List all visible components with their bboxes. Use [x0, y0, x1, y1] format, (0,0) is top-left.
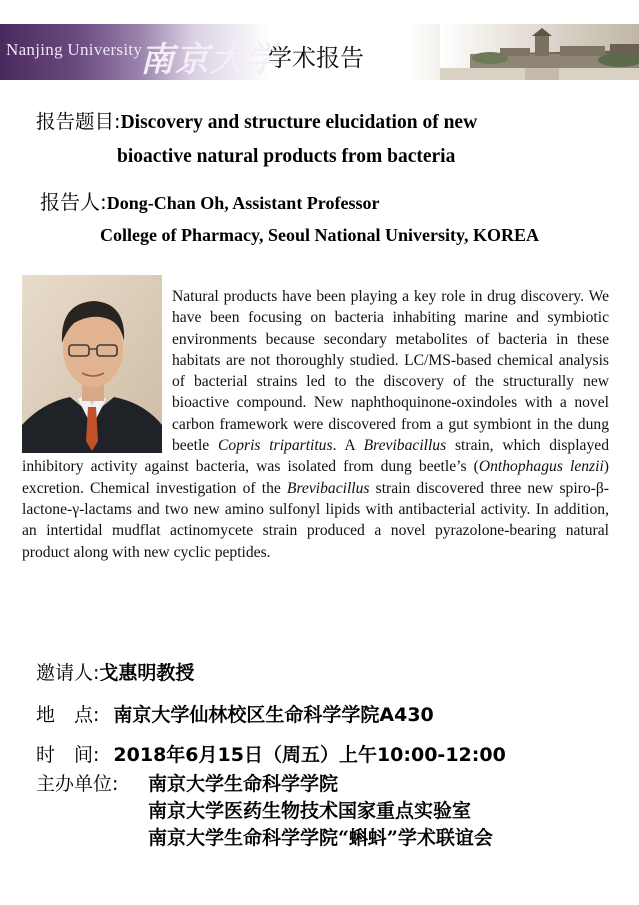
abstract-text: Natural products have been playing a key role in drug discovery. We have been focusing on bacteria inhabiting marine and symbiotic environments because secondary metabolites of bacteria in these habitats are not thoroughly studied. LC/MS-based chemical analysis of bacterial strains led to the discovery of the structurally new bioactive compound. New naphthoquinone-oxindoles with a novel carbon framework were discovered from a gut symbiont in the dung beetle — [172, 288, 609, 455]
species-name: Copris tripartitus — [218, 437, 333, 455]
talk-title-label: 报告题目: — [36, 110, 121, 133]
talk-title-line-2: bioactive natural products from bacteria — [117, 146, 456, 167]
time-value: 2018年6月15日（周五）上午10:00-12:00 — [113, 744, 506, 766]
organizer-item: 南京大学生命科学学院“蝌蚪”学术联谊会 — [148, 827, 493, 849]
speaker-affiliation: College of Pharmacy, Seoul National University, KOREA — [100, 225, 539, 245]
photo-wrap-space — [22, 286, 172, 456]
inviter-name: 戈惠明教授 — [99, 662, 195, 684]
talk-abstract — [22, 286, 609, 563]
organizer-item: 南京大学医药生物技术国家重点实验室 — [148, 800, 472, 822]
header-banner — [0, 24, 639, 80]
location-value: 南京大学仙林校区生命科学学院A430 — [113, 704, 434, 726]
speaker-label: 报告人: — [40, 190, 107, 214]
inviter-label: 邀请人: — [36, 662, 100, 684]
university-name-en: Nanjing University — [6, 40, 143, 59]
location-row — [36, 700, 434, 727]
banner-title: 学术报告 — [268, 44, 364, 72]
talk-title-line-1 — [36, 106, 477, 134]
speaker-line — [40, 186, 379, 215]
abstract-text: ) excretion. Chemical investigation of the — [22, 458, 609, 497]
time-row — [36, 740, 506, 767]
talk-title-text-1: Discovery and structure elucidation of new — [120, 112, 478, 133]
campus-building-image — [440, 24, 639, 80]
time-label: 时 间: — [36, 744, 100, 766]
organizer-row — [36, 769, 118, 796]
genus-name: Brevibacillus — [363, 437, 447, 455]
location-label: 地 点: — [36, 704, 100, 726]
abstract-text: . A — [332, 437, 364, 455]
genus-name: Brevibacillus — [286, 479, 370, 497]
abstract-text: strain discovered three new spiro-β-lactone-γ-lactams and two new amino sulfonyl lipids with antibacterial activity. In addition, an intertidal mudflat actinomycete strain produced a novel pyrazolone-bearing natural product along with new cyclic peptides. — [22, 479, 609, 561]
species-name: Onthophagus lenzii — [478, 458, 604, 476]
university-logo-calligraphy: 南京大学 — [140, 40, 280, 80]
speaker-name: Dong-Chan Oh, Assistant Professor — [106, 193, 380, 213]
inviter-row — [36, 658, 194, 685]
abstract-text: strain, which displayed inhibitory activity against bacteria, was isolated from dung beetle’s ( — [22, 437, 609, 476]
organizer-item: 南京大学生命科学学院 — [148, 773, 339, 795]
organizer-label: 主办单位: — [36, 773, 119, 795]
